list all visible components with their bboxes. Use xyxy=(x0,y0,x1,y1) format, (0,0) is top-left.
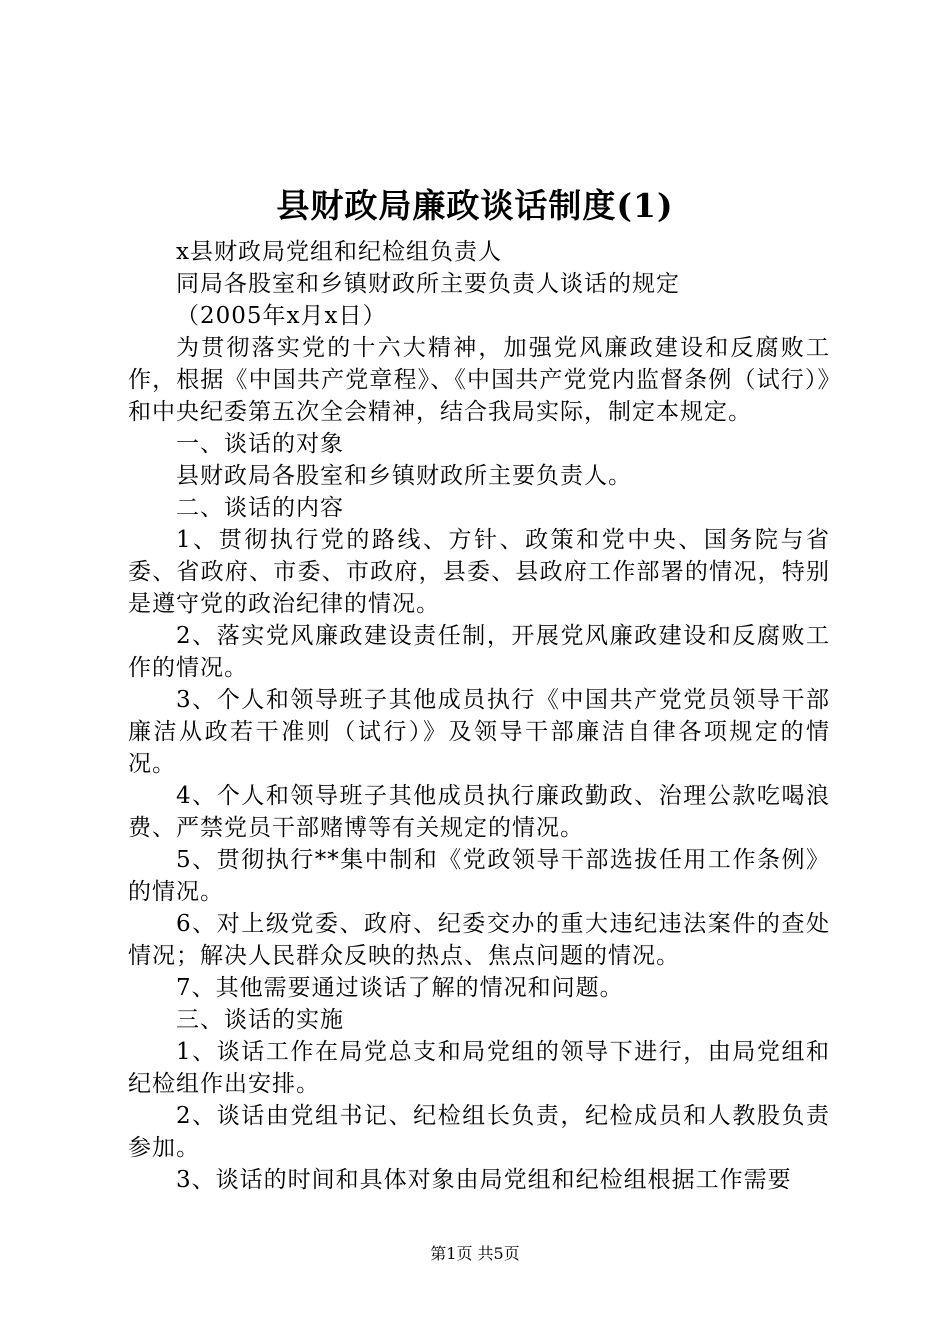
section-heading: 一、谈话的对象 xyxy=(176,431,344,457)
paragraph: x县财政局党组和纪检组负责人 xyxy=(176,239,502,265)
paragraph: 2、落实党风廉政建设责任制，开展党风廉政建设和反腐败工作的情况。 xyxy=(128,623,830,681)
paragraph: 1、贯彻执行党的路线、方针、政策和党中央、国务院与省委、省政府、市委、市政府，县委、县政府工作部署的情况，特别是遵守党的政治纪律的情况。 xyxy=(128,527,830,617)
page-indicator: 第1页 共5页 xyxy=(430,1244,520,1263)
paragraph: （2005年x月x日） xyxy=(176,303,387,329)
paragraph: 4、个人和领导班子其他成员执行廉政勤政、治理公款吃喝浪费、严禁党员干部赌博等有关规定的情况。 xyxy=(128,783,830,841)
paragraph: 3、个人和领导班子其他成员执行《中国共产党党员领导干部廉洁从政若干准则（试行）》及领导干部廉洁自律各项规定的情况。 xyxy=(128,687,830,777)
paragraph: 5、贯彻执行**集中制和《党政领导干部选拔任用工作条例》的情况。 xyxy=(128,847,830,905)
section-heading: 三、谈话的实施 xyxy=(176,1007,344,1033)
paragraph: 为贯彻落实党的十六大精神，加强党风廉政建设和反腐败工作，根据《中国共产党章程》、《中国共产党党内监督条例（试行）》和中央纪委第五次全会精神，结合我局实际，制定本规定。 xyxy=(128,335,830,425)
document-body xyxy=(128,236,830,1196)
document-title: 县财政局廉政谈话制度(1) xyxy=(276,186,674,225)
paragraph: 3、谈话的时间和具体对象由局党组和纪检组根据工作需要 xyxy=(176,1167,792,1193)
section-heading: 二、谈话的内容 xyxy=(176,495,344,521)
paragraph: 县财政局各股室和乡镇财政所主要负责人。 xyxy=(176,463,632,489)
paragraph: 7、其他需要通过谈话了解的情况和问题。 xyxy=(176,975,624,1001)
paragraph: 2、谈话由党组书记、纪检组长负责，纪检成员和人教股负责参加。 xyxy=(128,1103,830,1161)
paragraph: 1、谈话工作在局党总支和局党组的领导下进行，由局党组和纪检组作出安排。 xyxy=(128,1039,830,1097)
paragraph: 6、对上级党委、政府、纪委交办的重大违纪违法案件的查处情况；解决人民群众反映的热点、焦点问题的情况。 xyxy=(128,911,830,969)
paragraph: 同局各股室和乡镇财政所主要负责人谈话的规定 xyxy=(176,271,680,297)
